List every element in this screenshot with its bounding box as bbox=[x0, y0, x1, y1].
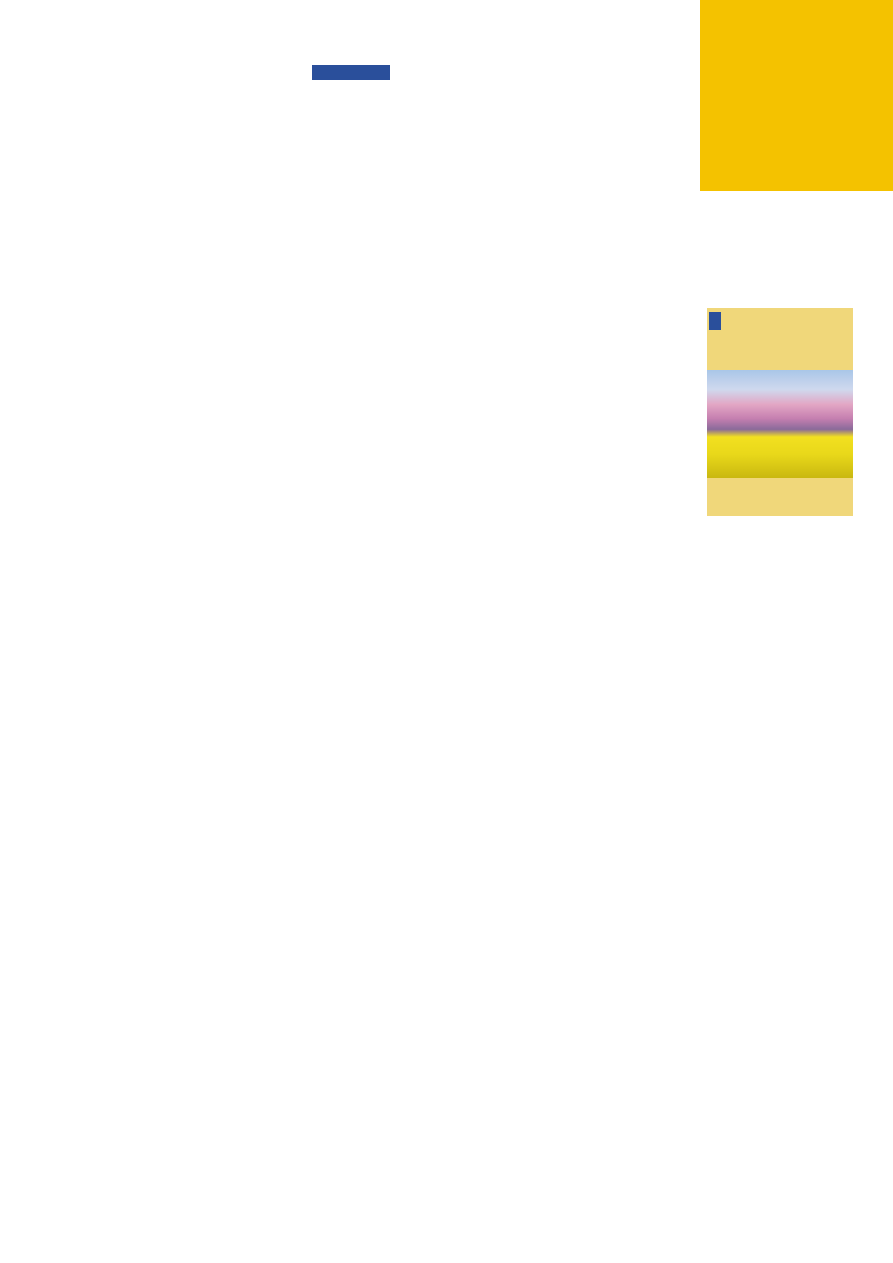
cover-badge bbox=[709, 312, 721, 330]
brand-box bbox=[700, 0, 893, 191]
feature-title bbox=[84, 147, 110, 178]
cover-image bbox=[707, 308, 853, 516]
cover-photo bbox=[707, 370, 853, 478]
feature-label bbox=[312, 65, 390, 80]
